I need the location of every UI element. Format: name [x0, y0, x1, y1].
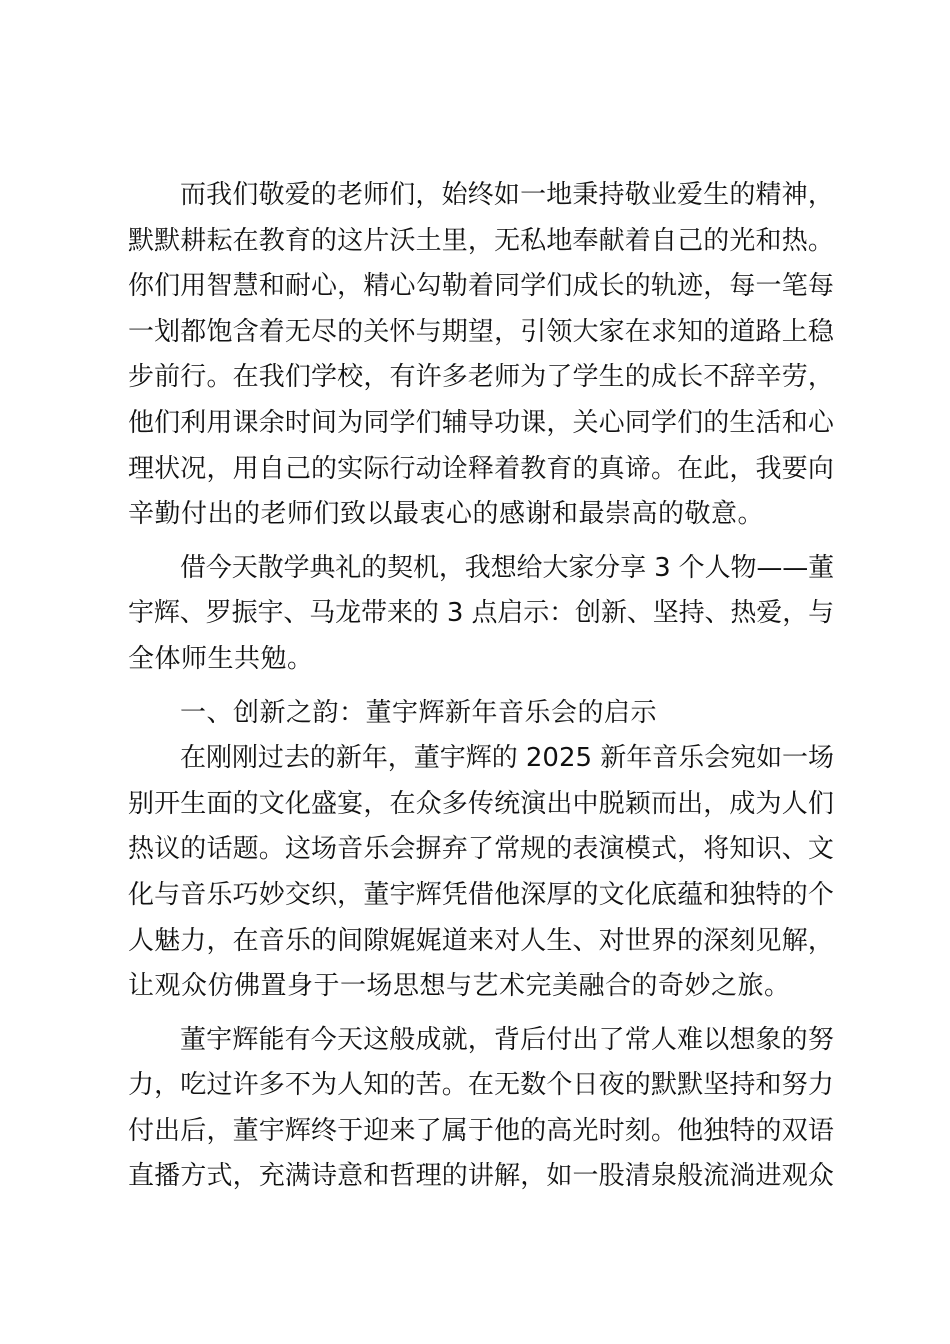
text-line: 辛勤付出的老师们致以最衷心的感谢和最崇高的敬意。 — [128, 499, 765, 530]
section-heading-innovation — [128, 691, 834, 737]
text-line: 在刚刚过去的新年，董宇辉的 2025 新年音乐会宛如一场 — [180, 743, 834, 774]
text-line: 热议的话题。这场音乐会摒弃了常规的表演模式，将知识、文 — [128, 834, 834, 865]
text-line: 全体师生共勉。 — [128, 643, 314, 674]
text-line: 宇辉、罗振宇、马龙带来的 3 点启示：创新、坚持、热爱，与 — [128, 598, 834, 629]
text-line: 董宇辉能有今天这般成就，背后付出了常人难以想象的努 — [180, 1024, 834, 1055]
document-body — [128, 173, 834, 1200]
text-line: 人魅力，在音乐的间隙娓娓道来对人生、对世界的深刻见解， — [128, 925, 834, 956]
paragraph-concert — [128, 736, 834, 1010]
section-heading: 一、创新之韵：董宇辉新年音乐会的启示 — [180, 697, 658, 728]
text-line: 借今天散学典礼的契机，我想给大家分享 3 个人物——董 — [180, 552, 834, 583]
text-line: 你们用智慧和耐心，精心勾勒着同学们成长的轨迹，每一笔每 — [128, 271, 834, 302]
text-line: 理状况，用自己的实际行动诠释着教育的真谛。在此，我要向 — [128, 453, 834, 484]
paragraph-teachers — [128, 173, 834, 538]
paragraph-effort — [128, 1018, 834, 1200]
text-line: 默默耕耘在教育的这片沃土里，无私地奉献着自己的光和热。 — [128, 225, 834, 256]
text-line: 化与音乐巧妙交织，董宇辉凭借他深厚的文化底蕴和独特的个 — [128, 879, 834, 910]
text-line: 直播方式，充满诗意和哲理的讲解，如一股清泉般流淌进观众 — [128, 1161, 834, 1192]
text-line: 别开生面的文化盛宴，在众多传统演出中脱颖而出，成为人们 — [128, 788, 834, 819]
text-line: 步前行。在我们学校，有许多老师为了学生的成长不辞辛劳， — [128, 362, 834, 393]
text-line: 力，吃过许多不为人知的苦。在无数个日夜的默默坚持和努力 — [128, 1070, 834, 1101]
paragraph-intro-three-people — [128, 546, 834, 683]
text-line: 他们利用课余时间为同学们辅导功课，关心同学们的生活和心 — [128, 407, 834, 438]
text-line: 一划都饱含着无尽的关怀与期望，引领大家在求知的道路上稳 — [128, 316, 834, 347]
text-line: 付出后，董宇辉终于迎来了属于他的高光时刻。他独特的双语 — [128, 1115, 834, 1146]
text-line: 让观众仿佛置身于一场思想与艺术完美融合的奇妙之旅。 — [128, 971, 791, 1002]
text-line: 而我们敬爱的老师们，始终如一地秉持敬业爱生的精神， — [180, 180, 834, 210]
